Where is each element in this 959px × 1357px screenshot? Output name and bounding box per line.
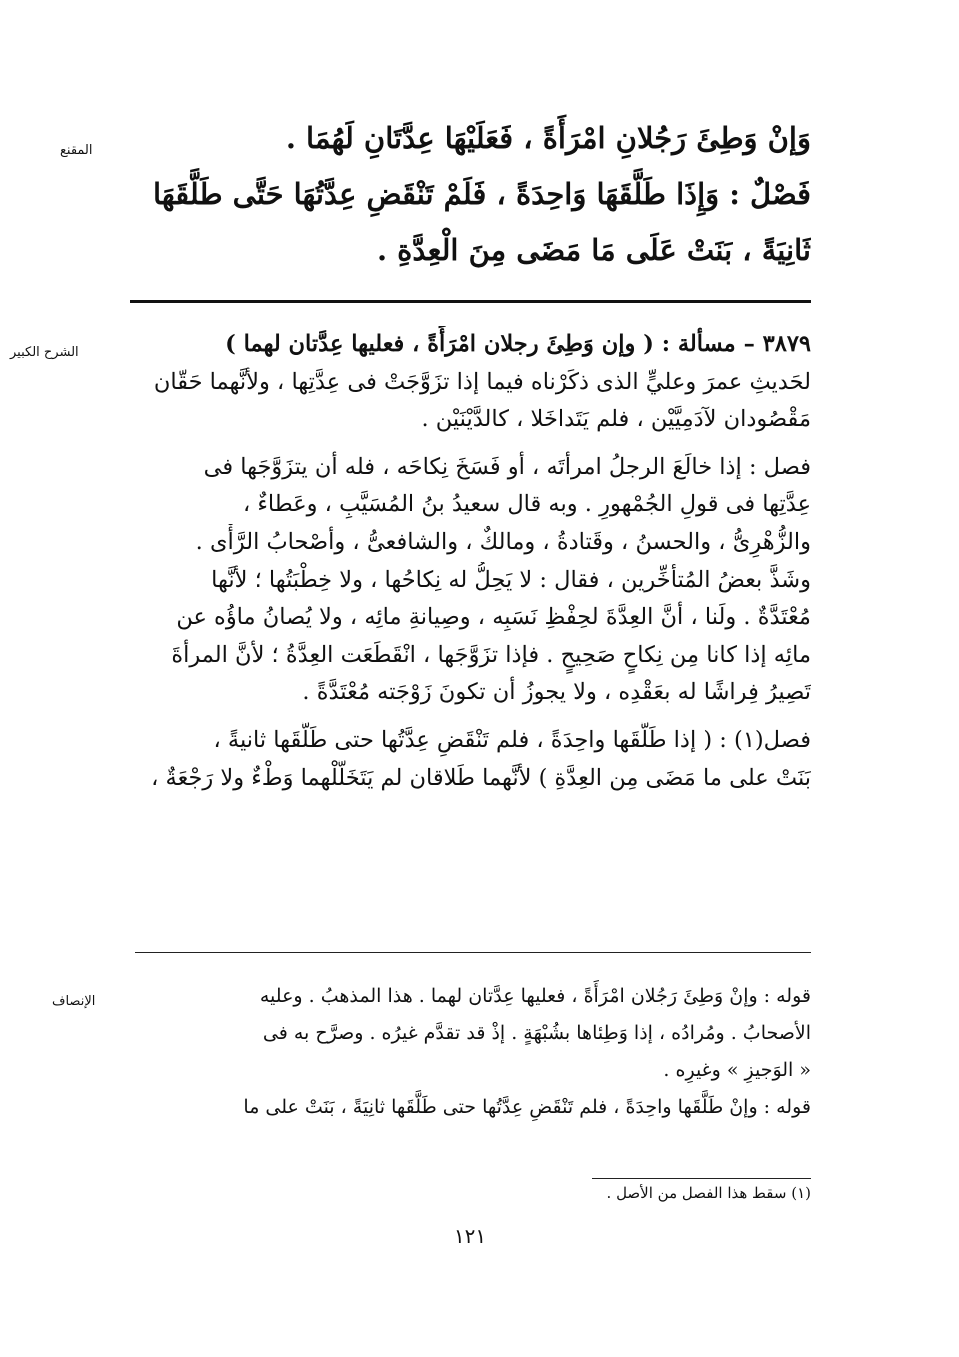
sharh-line: والزُّهْرِىُّ ، والحسنُ ، وقَتادةُ ، ومالكٌ ، والشافعىُّ ، وأصْحابُ الرَّأْى .	[195, 528, 811, 555]
label-sharh: الشرح الكبير	[10, 345, 79, 360]
label-muqni: المقنع	[60, 143, 93, 158]
sharh-line: لحَديثِ عمرَ وعليٍّ الذى ذكَرْناه فيما إذا تزَوَّجَتْ فى عِدَّتِها ، ولأنَّهما حَقّان	[153, 368, 811, 395]
muqni-line: وَإنْ وَطِئَ رَجُلانِ امْرَأَةً ، فَعَلَيْهَا عِدَّتَانِ لَهُمَا .	[285, 121, 811, 155]
sharh-line: ٣٨٧٩ – مسألة : ( وإن وَطِئَ رجلان امْرَأَةً ، فعليها عِدَّتان لهما )	[225, 331, 811, 357]
sharh-line: عِدَّتِها فى قولِ الجُمْهورِ . وبه قال سعيدُ بنُ المُسَيَّبِ ، وعَطاءٌ ،	[242, 491, 811, 518]
footnote-divider	[592, 1178, 811, 1179]
sharh-line: فصل : إذا خالَعَ الرجلُ امرأتَه ، أو فَسَخَ نِكاحَه ، فله أن يتزَوَّجَها فى	[203, 453, 811, 480]
page-number: ١٢١	[453, 1224, 487, 1248]
section-divider	[130, 300, 811, 303]
insaf-line: « الوَجيزِ » وغيرِه .	[663, 1059, 811, 1081]
sharh-line: وشَذَّ بعضُ المُتأخِّرين ، فقال : لا يَحِلُّ له نِكاحُها ، ولا خِطْبَتُها ؛ لأنَّها	[211, 566, 811, 593]
sharh-line: مائِه إذا كانا مِن نِكاحٍ صَحِيحٍ . فإذا تزَوَّجَها ، انْقَطَعَت العِدَّةُ ؛ لأنَّ المرأةَ	[171, 641, 811, 668]
sharh-line: بَنَتْ على ما مَضَى مِن العِدَّةِ ) لأنَّهما طَلاقان لم يَتَخَلَّلْهما وَطْءٌ ولا رَجْعَةٌ ،	[151, 764, 811, 791]
section-divider	[135, 952, 811, 953]
insaf-text	[133, 978, 811, 1126]
insaf-line: قوله : وإنْ طَلَّقَها واحِدَةً ، فلم تَنْقَضِ عِدَّتُها حتى طَلَّقَها ثانِيَةً ، بَنَتْ على ما	[243, 1096, 811, 1118]
insaf-line: الأصحابُ . ومُرادُه ، إذا وَطِئاها بشُبْهَةٍ . إذْ قد تقدَّم غيرُه . وصرَّح به فى	[262, 1022, 811, 1044]
sharh-line: فصل(١) : ( إذا طَلَّقَها واحِدَةً ، فلم تَنْقَضِ عِدَّتُها حتى طَلَّقَها ثانيةً ،	[213, 726, 811, 753]
sharh-text	[133, 326, 811, 797]
label-insaf: الإنصاف	[52, 994, 96, 1009]
muqni-line: ثَانِيَةً ، بَنَتْ عَلَى مَا مَضَى مِنَ الْعِدَّةِ .	[376, 233, 811, 267]
muqni-text	[133, 110, 811, 278]
sharh-line: مَقْصُودان لآدَمِيَّيْن ، فلم يَتَداخَلا ، كالدَّيْنَيْن .	[421, 406, 811, 433]
footnote: (١) سقط هذا الفصل من الأصل .	[606, 1184, 811, 1202]
sharh-line: مُعْتَدَّةٌ . ولَنا ، أنَّ العِدَّةَ لحِفْظِ نَسَبِه ، وصِيانةِ مائِه ، ولا يُصانُ ماؤُه عن	[176, 604, 811, 631]
muqni-line: فَصْلٌ : وَإِذَا طَلَّقَهَا وَاحِدَةً ، فَلَمْ تَنْقَضِ عِدَّتُهَا حَتَّى طَلَّقَهَا	[153, 177, 811, 211]
sharh-line: تَصِيرُ فِراشًا له بعَقْدِه ، ولا يجوزُ أن تكونَ زَوْجَته مُعْتَدَّةً .	[302, 679, 811, 706]
insaf-line: قوله : وإنْ وَطِئَ رَجُلان امْرَأَةً ، فعليها عِدَّتان لهما . هذا المذهبُ . وعليه	[259, 985, 811, 1007]
